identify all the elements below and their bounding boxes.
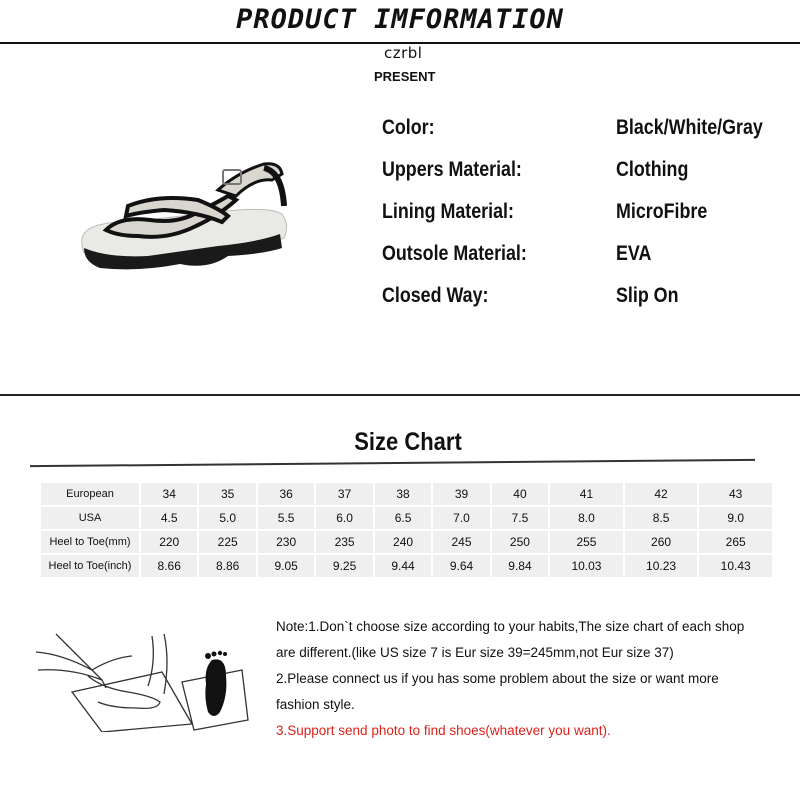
spec-value-outsole: EVA <box>616 242 652 265</box>
row-label: European <box>41 483 139 505</box>
spec-value-closed-way: Slip On <box>616 284 679 307</box>
spec-label-closed-way: Closed Way: <box>382 284 489 307</box>
table-cell: 43 <box>699 483 772 505</box>
table-cell: 225 <box>199 531 255 553</box>
table-cell: 9.64 <box>433 555 489 577</box>
table-cell: 245 <box>433 531 489 553</box>
spec-label-color: Color: <box>382 116 435 139</box>
table-cell: 235 <box>316 531 372 553</box>
size-chart-table <box>39 481 774 579</box>
note-2: 2.Please connect us if you has some problem about the size or want more fashion style. <box>276 671 719 712</box>
table-row <box>41 507 772 529</box>
spec-label-lining: Lining Material: <box>382 200 514 223</box>
table-cell: 260 <box>625 531 698 553</box>
table-cell: 255 <box>550 531 623 553</box>
brand-logo: czrbl <box>384 44 423 62</box>
table-cell: 5.5 <box>258 507 314 529</box>
table-cell: 36 <box>258 483 314 505</box>
size-chart-rule <box>30 459 755 467</box>
table-cell: 4.5 <box>141 507 197 529</box>
table-cell: 9.44 <box>375 555 431 577</box>
table-cell: 40 <box>492 483 548 505</box>
table-row <box>41 483 772 505</box>
table-cell: 7.0 <box>433 507 489 529</box>
table-cell: 9.05 <box>258 555 314 577</box>
page-title: PRODUCT IMFORMATION <box>236 4 564 35</box>
note-3: 3.Support send photo to find shoes(whatever you want). <box>276 723 611 738</box>
spec-value-uppers: Clothing <box>616 158 689 181</box>
table-cell: 8.0 <box>550 507 623 529</box>
row-label: USA <box>41 507 139 529</box>
note-1: Note:1.Don`t choose size according to your habits,The size chart of each shop are different.(like US size 7 is Eur size 39=245mm,not Eur size 37) <box>276 619 745 660</box>
table-cell: 6.0 <box>316 507 372 529</box>
table-row <box>41 555 772 577</box>
spec-label-outsole: Outsole Material: <box>382 242 527 265</box>
table-cell: 6.5 <box>375 507 431 529</box>
size-notes <box>276 614 766 744</box>
table-cell: 35 <box>199 483 255 505</box>
table-cell: 9.0 <box>699 507 772 529</box>
table-cell: 250 <box>492 531 548 553</box>
spec-value-lining: MicroFibre <box>616 200 708 223</box>
table-cell: 9.84 <box>492 555 548 577</box>
table-cell: 230 <box>258 531 314 553</box>
foot-measure-illustration <box>32 632 252 732</box>
table-cell: 38 <box>375 483 431 505</box>
table-cell: 5.0 <box>199 507 255 529</box>
table-cell: 8.5 <box>625 507 698 529</box>
table-cell: 10.23 <box>625 555 698 577</box>
table-row <box>41 531 772 553</box>
table-cell: 34 <box>141 483 197 505</box>
table-cell: 42 <box>625 483 698 505</box>
spec-value-color: Black/White/Gray <box>616 116 763 139</box>
section-divider <box>0 394 800 396</box>
row-label: Heel to Toe(mm) <box>41 531 139 553</box>
table-cell: 41 <box>550 483 623 505</box>
table-cell: 39 <box>433 483 489 505</box>
row-label: Heel to Toe(inch) <box>41 555 139 577</box>
table-cell: 9.25 <box>316 555 372 577</box>
table-cell: 37 <box>316 483 372 505</box>
table-cell: 265 <box>699 531 772 553</box>
table-cell: 8.86 <box>199 555 255 577</box>
table-cell: 7.5 <box>492 507 548 529</box>
spec-label-uppers: Uppers Material: <box>382 158 522 181</box>
table-cell: 10.03 <box>550 555 623 577</box>
table-cell: 240 <box>375 531 431 553</box>
table-cell: 220 <box>141 531 197 553</box>
table-cell: 10.43 <box>699 555 772 577</box>
present-label: PRESENT <box>374 69 436 84</box>
table-cell: 8.66 <box>141 555 197 577</box>
size-chart-title: Size Chart <box>354 428 462 456</box>
sandal-image <box>68 150 308 275</box>
